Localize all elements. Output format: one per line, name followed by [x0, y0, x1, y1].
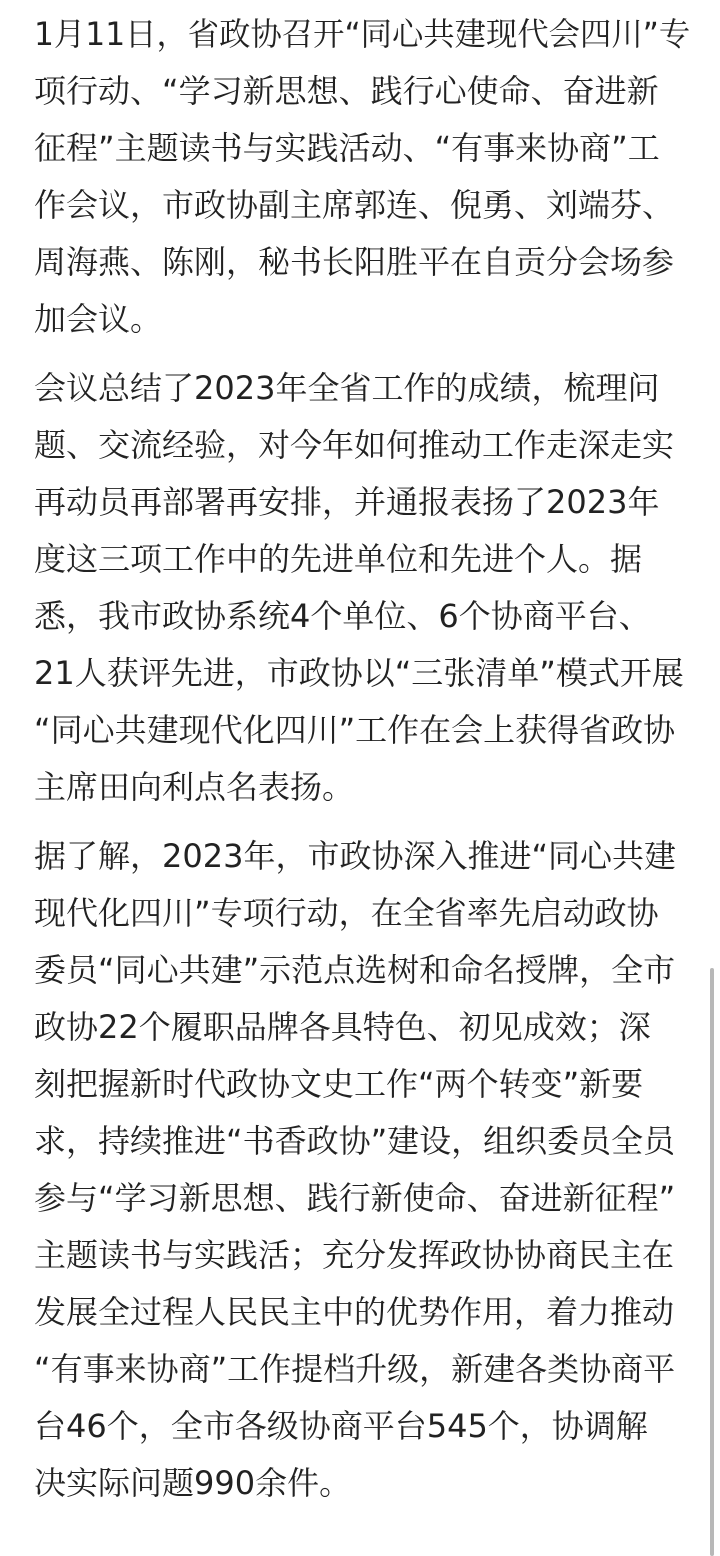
text-line: 现代化四川”专项行动，在全省率先启动政协 — [34, 894, 659, 932]
text-line: 度这三项工作中的先进单位和先进个人。据 — [34, 540, 643, 578]
article-body — [34, 6, 690, 1524]
text-line: 委员“同心共建”示范点选树和命名授牌，全市 — [34, 951, 676, 989]
text-line: 项行动、“学习新思想、践行心使命、奋进新 — [34, 72, 659, 110]
text-line: 据了解，2023年，市政协深入推进“同心共建 — [34, 837, 677, 875]
text-line: 政协22个履职品牌各具特色、初见成效；深 — [34, 1008, 651, 1046]
text-line: 发展全过程人民民主中的优势作用，着力推动 — [34, 1293, 675, 1331]
paragraph-3 — [34, 828, 690, 1512]
text-line: 再动员再部署再安排，并通报表扬了2023年 — [34, 483, 660, 521]
text-line: “同心共建现代化四川”工作在会上获得省政协 — [34, 711, 676, 749]
text-line: 周海燕、陈刚，秘书长阳胜平在自贡分会场参 — [34, 243, 675, 281]
text-line: 作会议，市政协副主席郭连、倪勇、刘端芬、 — [34, 186, 675, 224]
text-line: 台46个，全市各级协商平台545个，协调解 — [34, 1407, 648, 1445]
paragraph-2 — [34, 360, 690, 816]
scrollbar-thumb[interactable] — [710, 968, 714, 1556]
text-line: 征程”主题读书与实践活动、“有事来协商”工 — [34, 129, 660, 167]
text-line: 会议总结了2023年全省工作的成绩，梳理问 — [34, 369, 660, 407]
text-line: 主席田向利点名表扬。 — [34, 768, 355, 806]
text-line: 刻把握新时代政协文史工作“两个转变”新要 — [34, 1065, 644, 1103]
text-line: 悉，我市政协系统4个单位、6个协商平台、 — [34, 597, 651, 635]
text-line: 1月11日，省政协召开“同心共建现代会四川”专 — [34, 15, 691, 53]
text-line: 加会议。 — [34, 300, 163, 338]
text-line: 求，持续推进“书香政协”建设，组织委员全员 — [34, 1122, 676, 1160]
text-line: 主题读书与实践活；充分发挥政协协商民主在 — [34, 1236, 675, 1274]
text-line: 题、交流经验，对今年如何推动工作走深走实 — [34, 426, 675, 464]
text-line: 参与“学习新思想、践行新使命、奋进新征程” — [34, 1179, 676, 1217]
text-line: 21人获评先进，市政协以“三张清单”模式开展 — [34, 654, 684, 692]
text-line: “有事来协商”工作提档升级，新建各类协商平 — [34, 1350, 676, 1388]
paragraph-1 — [34, 6, 690, 348]
text-line: 决实际问题990余件。 — [34, 1464, 352, 1502]
